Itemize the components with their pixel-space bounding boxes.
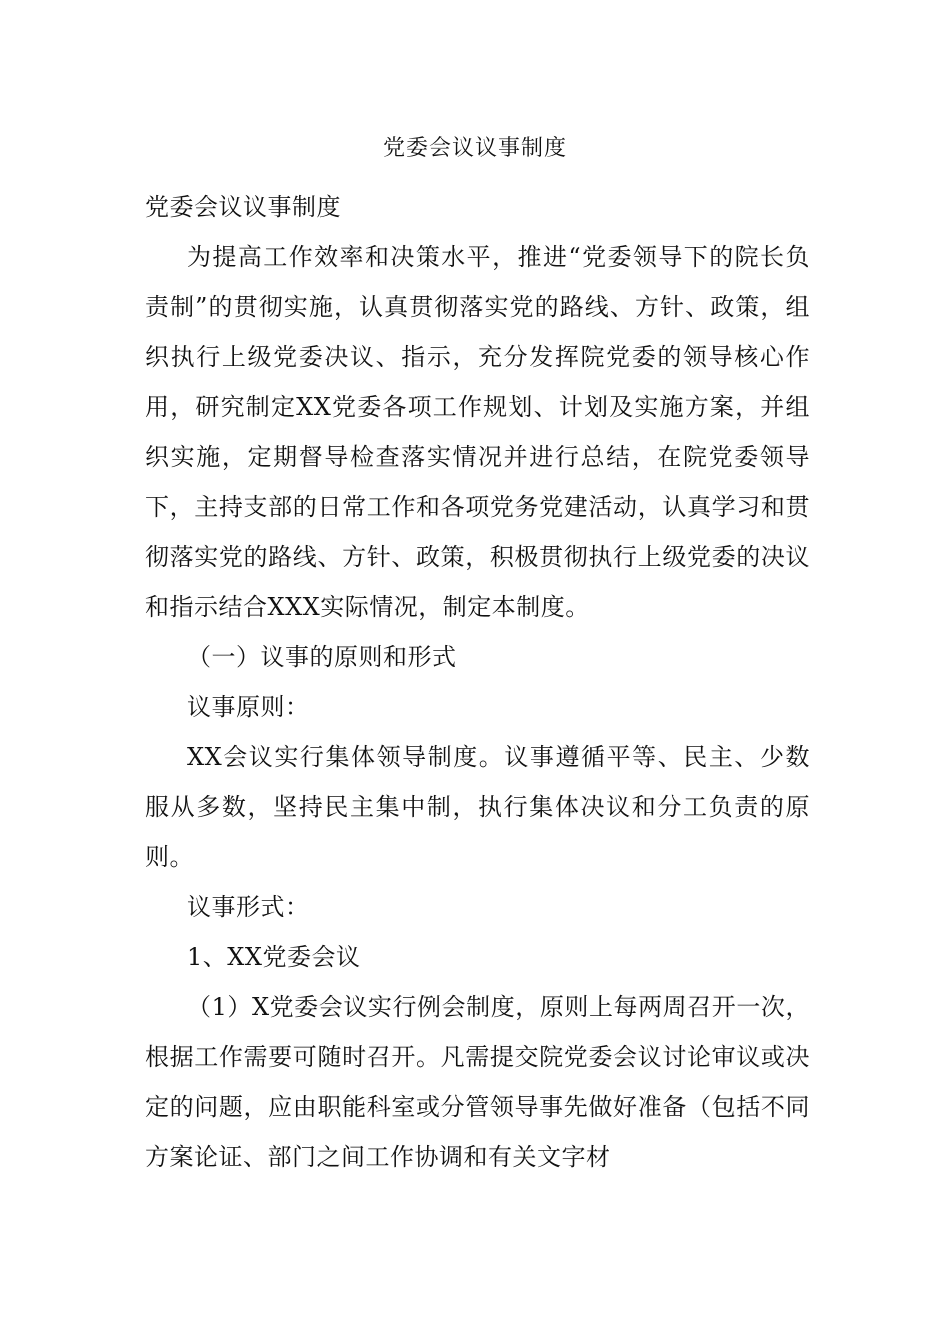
subtitle-heading: 党委会议议事制度 <box>145 193 341 221</box>
subheading-forms: 议事形式： <box>187 893 310 921</box>
paragraph-principles: XX会议实行集体领导制度。议事遵循平等、民主、少数服从多数，坚持民主集中制，执行集体决议和分工负责的原则。 <box>145 743 810 871</box>
section-heading-principles-forms: （一）议事的原则和形式 <box>187 643 457 671</box>
subheading-principles: 议事原则： <box>187 693 310 721</box>
paragraph-meeting-rules: （1）X党委会议实行例会制度，原则上每两周召开一次，根据工作需要可随时召开。凡需提交院党委会议讨论审议或决定的问题，应由职能科室或分管领导事先做好准备（包括不同方案论证、部门之间工作协调和有关文字材 <box>145 993 810 1171</box>
paragraph-intro: 为提高工作效率和决策水平，推进“党委领导下的院长负责制”的贯彻实施，认真贯彻落实党的路线、方针、政策，组织执行上级党委决议、指示，充分发挥院党委的领导核心作用，研究制定XX党委各项工作规划、计划及实施方案，并组织实施，定期督导检查落实情况并进行总结，在院党委领导下，主持支部的日常工作和各项党务党建活动，认真学习和贯彻落实党的路线、方针、政策，积极贯彻执行上级党委的决议和指示结合XXX实际情况，制定本制度。 <box>145 243 810 621</box>
list-item-party-meeting: 1、XX党委会议 <box>187 943 361 971</box>
document-body <box>145 182 810 1182</box>
document-title: 党委会议议事制度 <box>382 136 567 161</box>
